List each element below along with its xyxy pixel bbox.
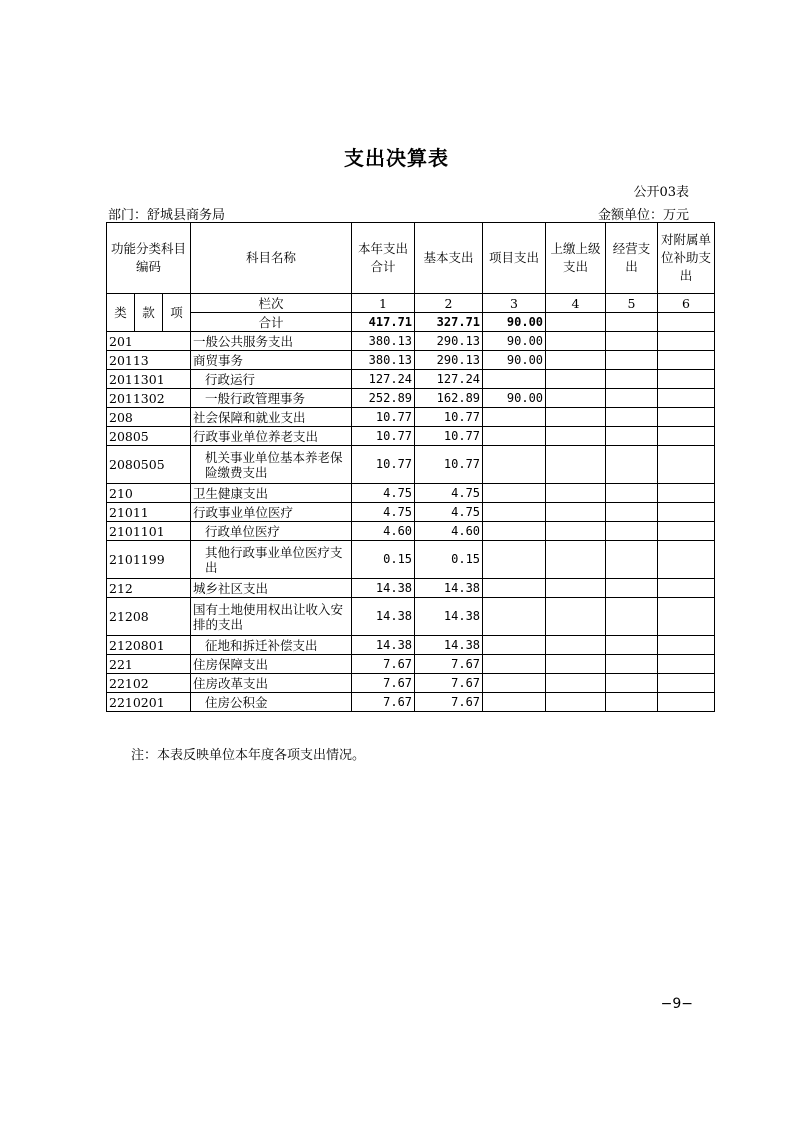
row-project bbox=[483, 693, 546, 712]
header-col4: 上缴上级支出 bbox=[546, 223, 606, 294]
row-project: 90.00 bbox=[483, 351, 546, 370]
row-subject-name: 住房公积金 bbox=[191, 693, 352, 712]
row-project bbox=[483, 522, 546, 541]
table-row bbox=[107, 332, 715, 351]
header-row bbox=[107, 223, 715, 294]
row-code: 20113 bbox=[107, 351, 191, 370]
row-total: 380.13 bbox=[352, 332, 415, 351]
col-index-1: 1 bbox=[352, 294, 415, 313]
row-col4 bbox=[546, 636, 606, 655]
table-row bbox=[107, 503, 715, 522]
row-subject-name: 城乡社区支出 bbox=[191, 579, 352, 598]
page-title: 支出决算表 bbox=[344, 146, 449, 170]
header-lei: 类 bbox=[107, 294, 135, 332]
row-total: 4.75 bbox=[352, 503, 415, 522]
header-col1: 本年支出合计 bbox=[352, 223, 415, 294]
row-col6 bbox=[658, 598, 715, 636]
row-col5 bbox=[606, 522, 658, 541]
table-row bbox=[107, 636, 715, 655]
row-col6 bbox=[658, 636, 715, 655]
row-col5 bbox=[606, 446, 658, 484]
row-col5 bbox=[606, 351, 658, 370]
row-total: 10.77 bbox=[352, 427, 415, 446]
total-label: 合计 bbox=[191, 313, 352, 332]
row-col4 bbox=[546, 370, 606, 389]
row-code: 22102 bbox=[107, 674, 191, 693]
row-total: 7.67 bbox=[352, 693, 415, 712]
row-total: 127.24 bbox=[352, 370, 415, 389]
row-col5 bbox=[606, 332, 658, 351]
header-kuan: 款 bbox=[135, 294, 163, 332]
row-code: 21208 bbox=[107, 598, 191, 636]
row-col6 bbox=[658, 655, 715, 674]
row-col6 bbox=[658, 351, 715, 370]
row-code: 210 bbox=[107, 484, 191, 503]
row-code: 2120801 bbox=[107, 636, 191, 655]
row-project: 90.00 bbox=[483, 389, 546, 408]
row-col5 bbox=[606, 674, 658, 693]
row-col6 bbox=[658, 522, 715, 541]
row-code: 208 bbox=[107, 408, 191, 427]
header-col6: 对附属单位补助支出 bbox=[658, 223, 715, 294]
row-total: 4.60 bbox=[352, 522, 415, 541]
row-basic: 7.67 bbox=[415, 693, 483, 712]
row-subject-name: 住房改革支出 bbox=[191, 674, 352, 693]
total-col6 bbox=[658, 313, 715, 332]
row-subject-name: 行政事业单位医疗 bbox=[191, 503, 352, 522]
row-col6 bbox=[658, 579, 715, 598]
row-code: 21011 bbox=[107, 503, 191, 522]
row-total: 10.77 bbox=[352, 446, 415, 484]
row-col6 bbox=[658, 674, 715, 693]
row-subject-name: 国有土地使用权出让收入安排的支出 bbox=[191, 598, 352, 636]
row-total: 14.38 bbox=[352, 579, 415, 598]
row-total: 10.77 bbox=[352, 408, 415, 427]
row-col4 bbox=[546, 598, 606, 636]
row-project bbox=[483, 446, 546, 484]
row-subject-name: 卫生健康支出 bbox=[191, 484, 352, 503]
header-func-code: 功能分类科目编码 bbox=[107, 223, 191, 294]
row-total: 7.67 bbox=[352, 655, 415, 674]
total-basic: 327.71 bbox=[415, 313, 483, 332]
row-col4 bbox=[546, 541, 606, 579]
total-col5 bbox=[606, 313, 658, 332]
row-code: 212 bbox=[107, 579, 191, 598]
row-col4 bbox=[546, 427, 606, 446]
row-basic: 14.38 bbox=[415, 598, 483, 636]
row-project bbox=[483, 427, 546, 446]
row-code: 20805 bbox=[107, 427, 191, 446]
col-index-2: 2 bbox=[415, 294, 483, 313]
row-basic: 4.75 bbox=[415, 484, 483, 503]
row-col6 bbox=[658, 332, 715, 351]
total-amount: 417.71 bbox=[352, 313, 415, 332]
row-project bbox=[483, 484, 546, 503]
row-project: 90.00 bbox=[483, 332, 546, 351]
lanci-label: 栏次 bbox=[191, 294, 352, 313]
row-subject-name: 一般公共服务支出 bbox=[191, 332, 352, 351]
row-col5 bbox=[606, 579, 658, 598]
row-col6 bbox=[658, 427, 715, 446]
row-project bbox=[483, 579, 546, 598]
row-subject-name: 行政单位医疗 bbox=[191, 522, 352, 541]
row-col6 bbox=[658, 408, 715, 427]
table-row bbox=[107, 655, 715, 674]
row-project bbox=[483, 408, 546, 427]
row-total: 4.75 bbox=[352, 484, 415, 503]
row-col6 bbox=[658, 446, 715, 484]
header-col3: 项目支出 bbox=[483, 223, 546, 294]
row-col5 bbox=[606, 541, 658, 579]
total-project: 90.00 bbox=[483, 313, 546, 332]
table-note: 注：本表反映单位本年度各项支出情况。 bbox=[131, 748, 366, 763]
row-project bbox=[483, 598, 546, 636]
row-col4 bbox=[546, 484, 606, 503]
row-subject-name: 住房保障支出 bbox=[191, 655, 352, 674]
row-col4 bbox=[546, 579, 606, 598]
row-col6 bbox=[658, 370, 715, 389]
row-basic: 10.77 bbox=[415, 446, 483, 484]
row-basic: 4.75 bbox=[415, 503, 483, 522]
row-code: 2011302 bbox=[107, 389, 191, 408]
row-total: 14.38 bbox=[352, 636, 415, 655]
row-basic: 0.15 bbox=[415, 541, 483, 579]
table-row bbox=[107, 598, 715, 636]
col-index-6: 6 bbox=[658, 294, 715, 313]
row-code: 201 bbox=[107, 332, 191, 351]
row-col5 bbox=[606, 503, 658, 522]
row-code: 2011301 bbox=[107, 370, 191, 389]
form-number: 公开03表 bbox=[633, 185, 689, 200]
page-number: −9− bbox=[660, 996, 693, 1012]
row-basic: 7.67 bbox=[415, 655, 483, 674]
row-col4 bbox=[546, 655, 606, 674]
row-total: 380.13 bbox=[352, 351, 415, 370]
row-basic: 127.24 bbox=[415, 370, 483, 389]
table-row bbox=[107, 446, 715, 484]
row-code: 2101101 bbox=[107, 522, 191, 541]
row-col6 bbox=[658, 484, 715, 503]
col-index-4: 4 bbox=[546, 294, 606, 313]
row-basic: 10.77 bbox=[415, 408, 483, 427]
row-col6 bbox=[658, 503, 715, 522]
header-col2: 基本支出 bbox=[415, 223, 483, 294]
table-row bbox=[107, 693, 715, 712]
row-col5 bbox=[606, 693, 658, 712]
row-col4 bbox=[546, 522, 606, 541]
row-code: 2210201 bbox=[107, 693, 191, 712]
row-col4 bbox=[546, 332, 606, 351]
row-col5 bbox=[606, 408, 658, 427]
row-subject-name: 社会保障和就业支出 bbox=[191, 408, 352, 427]
department-label: 部门：舒城县商务局 bbox=[108, 208, 226, 223]
row-col4 bbox=[546, 446, 606, 484]
row-subject-name: 商贸事务 bbox=[191, 351, 352, 370]
col-index-5: 5 bbox=[606, 294, 658, 313]
row-project bbox=[483, 655, 546, 674]
row-subject-name: 行政事业单位养老支出 bbox=[191, 427, 352, 446]
row-col4 bbox=[546, 674, 606, 693]
row-subject-name: 其他行政事业单位医疗支出 bbox=[191, 541, 352, 579]
table-row bbox=[107, 579, 715, 598]
table-row bbox=[107, 484, 715, 503]
row-col6 bbox=[658, 541, 715, 579]
row-project bbox=[483, 370, 546, 389]
row-code: 221 bbox=[107, 655, 191, 674]
table-row bbox=[107, 408, 715, 427]
row-col6 bbox=[658, 389, 715, 408]
row-col5 bbox=[606, 598, 658, 636]
row-col4 bbox=[546, 693, 606, 712]
row-project bbox=[483, 636, 546, 655]
row-total: 14.38 bbox=[352, 598, 415, 636]
column-index-row bbox=[107, 294, 715, 313]
row-basic: 290.13 bbox=[415, 351, 483, 370]
row-basic: 7.67 bbox=[415, 674, 483, 693]
row-basic: 14.38 bbox=[415, 579, 483, 598]
row-col4 bbox=[546, 351, 606, 370]
row-project bbox=[483, 503, 546, 522]
row-project bbox=[483, 541, 546, 579]
row-col5 bbox=[606, 484, 658, 503]
total-row bbox=[107, 313, 715, 332]
total-col4 bbox=[546, 313, 606, 332]
row-subject-name: 行政运行 bbox=[191, 370, 352, 389]
row-code: 2101199 bbox=[107, 541, 191, 579]
table-row bbox=[107, 389, 715, 408]
header-col5: 经营支出 bbox=[606, 223, 658, 294]
col-index-3: 3 bbox=[483, 294, 546, 313]
row-col4 bbox=[546, 389, 606, 408]
row-col4 bbox=[546, 408, 606, 427]
header-xiang: 项 bbox=[163, 294, 191, 332]
row-col5 bbox=[606, 655, 658, 674]
table-row bbox=[107, 351, 715, 370]
row-basic: 290.13 bbox=[415, 332, 483, 351]
row-basic: 4.60 bbox=[415, 522, 483, 541]
row-subject-name: 机关事业单位基本养老保险缴费支出 bbox=[191, 446, 352, 484]
row-basic: 14.38 bbox=[415, 636, 483, 655]
table-row bbox=[107, 427, 715, 446]
amount-unit-label: 金额单位：万元 bbox=[597, 208, 689, 223]
row-project bbox=[483, 674, 546, 693]
row-col6 bbox=[658, 693, 715, 712]
expenditure-table bbox=[106, 222, 715, 712]
table-row bbox=[107, 522, 715, 541]
row-subject-name: 征地和拆迁补偿支出 bbox=[191, 636, 352, 655]
row-col5 bbox=[606, 389, 658, 408]
row-col5 bbox=[606, 636, 658, 655]
table-row bbox=[107, 674, 715, 693]
row-total: 7.67 bbox=[352, 674, 415, 693]
row-col4 bbox=[546, 503, 606, 522]
row-col5 bbox=[606, 427, 658, 446]
row-basic: 10.77 bbox=[415, 427, 483, 446]
row-subject-name: 一般行政管理事务 bbox=[191, 389, 352, 408]
row-total: 0.15 bbox=[352, 541, 415, 579]
row-col5 bbox=[606, 370, 658, 389]
row-total: 252.89 bbox=[352, 389, 415, 408]
header-subject-name: 科目名称 bbox=[191, 223, 352, 294]
table-row bbox=[107, 370, 715, 389]
row-code: 2080505 bbox=[107, 446, 191, 484]
row-basic: 162.89 bbox=[415, 389, 483, 408]
table-row bbox=[107, 541, 715, 579]
